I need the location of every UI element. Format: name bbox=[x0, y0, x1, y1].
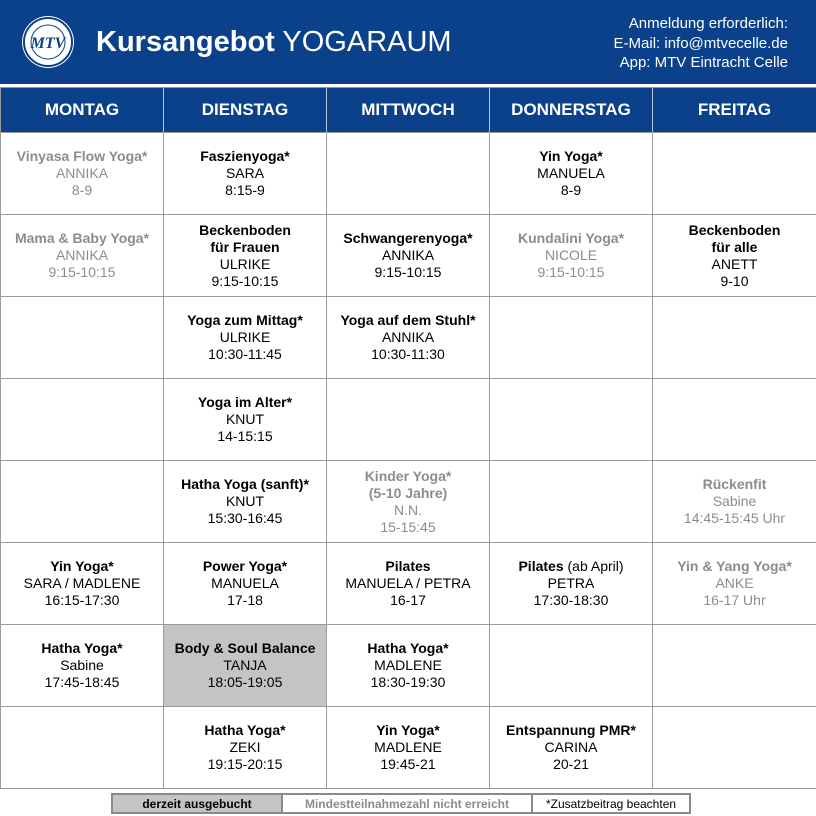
legend bbox=[111, 793, 689, 814]
course-name-text: Kinder Yoga* bbox=[364, 467, 452, 484]
info-line-app: App: MTV Eintracht Celle bbox=[619, 54, 788, 71]
course-slot[interactable] bbox=[327, 543, 490, 625]
empty-slot bbox=[1, 297, 164, 379]
course-slot[interactable] bbox=[164, 133, 327, 215]
course-name-text: Beckenboden für Frauen bbox=[199, 221, 291, 255]
course-time: 15:30-16:45 bbox=[207, 510, 283, 526]
empty-slot bbox=[653, 625, 816, 707]
course-name bbox=[539, 148, 603, 165]
course-slot[interactable] bbox=[490, 707, 653, 789]
course-teacher: MANUELA / PETRA bbox=[345, 575, 471, 591]
course-slot[interactable] bbox=[1, 133, 164, 215]
course-time: 9:15-10:15 bbox=[211, 272, 279, 289]
empty-slot bbox=[1, 379, 164, 461]
course-name bbox=[343, 230, 472, 247]
course-slot[interactable] bbox=[164, 625, 327, 707]
course-name-text: Yin & Yang Yoga* bbox=[677, 558, 792, 574]
course-name-text: Beckenboden für alle bbox=[688, 221, 781, 255]
course-name-text: Rückenfit bbox=[702, 476, 767, 492]
course-name bbox=[198, 394, 292, 411]
course-name-text: Entspannung PMR* bbox=[506, 722, 636, 738]
registration-info bbox=[614, 14, 788, 73]
course-slot[interactable] bbox=[490, 215, 653, 297]
course-name-text: Body & Soul Balance bbox=[174, 640, 316, 656]
day-header: DIENSTAG bbox=[164, 88, 327, 133]
course-teacher: Sabine bbox=[712, 493, 757, 509]
course-teacher: ANNIKA bbox=[55, 165, 109, 181]
day-header: MITTWOCH bbox=[327, 88, 490, 133]
course-time: 19:45-21 bbox=[380, 756, 436, 772]
course-teacher: ANETT bbox=[711, 255, 758, 272]
course-slot[interactable] bbox=[164, 215, 327, 297]
course-slot[interactable] bbox=[327, 297, 490, 379]
course-slot[interactable] bbox=[1, 543, 164, 625]
course-name bbox=[518, 230, 624, 247]
course-time: 16-17 bbox=[390, 592, 426, 608]
course-name bbox=[703, 476, 767, 493]
course-name bbox=[518, 558, 623, 575]
course-slot[interactable] bbox=[490, 543, 653, 625]
course-time: 9-10 bbox=[720, 272, 749, 289]
course-time: 17:45-18:45 bbox=[44, 674, 120, 690]
course-name bbox=[200, 148, 289, 165]
course-slot[interactable] bbox=[164, 707, 327, 789]
course-name-text: Yoga zum Mittag* bbox=[187, 312, 303, 328]
course-time: 8-9 bbox=[71, 182, 93, 198]
course-time: 18:30-19:30 bbox=[370, 674, 446, 690]
course-name-text: Schwangerenyoga* bbox=[343, 230, 473, 246]
empty-slot bbox=[490, 379, 653, 461]
course-slot[interactable] bbox=[1, 625, 164, 707]
empty-slot bbox=[1, 461, 164, 543]
course-name bbox=[190, 222, 300, 256]
page-title bbox=[96, 24, 452, 60]
course-teacher: NICOLE bbox=[544, 247, 598, 263]
course-name bbox=[506, 722, 636, 739]
course-name bbox=[187, 312, 303, 329]
course-name bbox=[204, 722, 285, 739]
course-teacher: TANJA bbox=[223, 657, 267, 673]
mtv-logo-icon bbox=[22, 16, 74, 68]
info-line-email[interactable]: E-Mail: info@mtvecelle.de bbox=[613, 34, 788, 52]
course-name bbox=[50, 558, 114, 575]
course-teacher: MANUELA bbox=[211, 575, 279, 591]
course-teacher: ANNIKA bbox=[55, 247, 109, 263]
course-teacher: ANKE bbox=[715, 575, 754, 591]
course-teacher: SARA bbox=[225, 165, 265, 181]
course-time: 10:30-11:45 bbox=[208, 346, 282, 362]
course-time: 9:15-10:15 bbox=[48, 264, 116, 280]
course-name-text: Pilates bbox=[518, 558, 564, 574]
empty-slot bbox=[490, 297, 653, 379]
course-slot[interactable] bbox=[1, 215, 164, 297]
course-name-text: Hatha Yoga (sanft)* bbox=[181, 476, 309, 492]
legend-min-participants: Mindestteilnahmezahl nicht erreicht bbox=[281, 793, 533, 814]
course-teacher: PETRA bbox=[547, 575, 595, 591]
course-name bbox=[365, 468, 452, 485]
course-name bbox=[376, 722, 440, 739]
course-teacher: SARA / MADLENE bbox=[23, 575, 141, 591]
empty-slot bbox=[327, 133, 490, 215]
course-name-text: Yin Yoga* bbox=[50, 558, 114, 574]
empty-slot bbox=[490, 625, 653, 707]
course-name-text: Faszienyoga* bbox=[200, 148, 290, 164]
course-time: 15-15:45 bbox=[380, 518, 436, 535]
course-teacher: MADLENE bbox=[374, 739, 442, 755]
course-name-text: Kundalini Yoga* bbox=[517, 230, 625, 246]
empty-slot bbox=[490, 461, 653, 543]
course-name-text: Vinyasa Flow Yoga* bbox=[16, 148, 148, 164]
course-teacher: MADLENE bbox=[374, 657, 442, 673]
empty-slot bbox=[1, 707, 164, 789]
course-slot[interactable] bbox=[653, 461, 816, 543]
day-header: MONTAG bbox=[1, 88, 164, 133]
course-teacher: Sabine bbox=[60, 657, 104, 673]
course-slot[interactable] bbox=[653, 215, 816, 297]
course-teacher: ANNIKA bbox=[381, 247, 435, 263]
course-teacher: KNUT bbox=[225, 493, 265, 509]
course-name-text: Hatha Yoga* bbox=[41, 640, 123, 656]
title-rest: YOGARAUM bbox=[282, 26, 452, 58]
course-name-text: Hatha Yoga* bbox=[204, 722, 286, 738]
course-time: 16-17 Uhr bbox=[703, 592, 766, 608]
course-time: 9:15-10:15 bbox=[537, 264, 605, 280]
course-slot[interactable] bbox=[164, 297, 327, 379]
course-time: 16:15-17:30 bbox=[44, 592, 120, 608]
course-slot[interactable] bbox=[490, 133, 653, 215]
course-name bbox=[680, 222, 790, 256]
course-teacher: N.N. bbox=[394, 501, 422, 518]
header-banner bbox=[0, 0, 816, 84]
course-teacher: KNUT bbox=[225, 411, 265, 427]
svg-text:MTV: MTV bbox=[30, 35, 66, 52]
course-name bbox=[181, 476, 309, 493]
course-name-text: Mama & Baby Yoga* bbox=[14, 230, 150, 246]
schedule-grid bbox=[0, 87, 816, 789]
course-teacher: CARINA bbox=[544, 739, 598, 755]
day-header: DONNERSTAG bbox=[490, 88, 653, 133]
course-slot[interactable] bbox=[327, 707, 490, 789]
title-strong: Kursangebot bbox=[96, 26, 275, 58]
course-teacher: ULRIKE bbox=[219, 255, 271, 272]
course-teacher: MANUELA bbox=[537, 165, 605, 181]
course-name bbox=[340, 312, 475, 329]
course-teacher: ULRIKE bbox=[219, 329, 271, 345]
course-slot[interactable] bbox=[164, 543, 327, 625]
course-name-text: Pilates bbox=[385, 558, 431, 574]
empty-slot bbox=[327, 379, 490, 461]
legend-booked: derzeit ausgebucht bbox=[111, 793, 283, 814]
empty-slot bbox=[653, 379, 816, 461]
legend-extra-fee: *Zusatzbeitrag beachten bbox=[531, 793, 691, 814]
course-time: 17-18 bbox=[227, 592, 263, 608]
course-slot[interactable] bbox=[164, 379, 327, 461]
course-slot[interactable] bbox=[327, 461, 490, 543]
course-teacher: ANNIKA bbox=[381, 329, 435, 345]
empty-slot bbox=[653, 297, 816, 379]
info-line: Anmeldung erforderlich: bbox=[628, 15, 788, 32]
course-time: 18:05-19:05 bbox=[207, 674, 283, 690]
course-time: 17:30-18:30 bbox=[533, 592, 609, 608]
course-name-text: Yin Yoga* bbox=[539, 148, 603, 164]
course-time: 14-15:15 bbox=[217, 428, 273, 444]
course-slot[interactable] bbox=[164, 461, 327, 543]
mtv-logo bbox=[22, 16, 74, 68]
course-name-text: Yoga auf dem Stuhl* bbox=[340, 312, 476, 328]
day-header: FREITAG bbox=[653, 88, 816, 133]
course-name bbox=[175, 640, 316, 657]
course-teacher: ZEKI bbox=[229, 739, 261, 755]
course-time: 19:15-20:15 bbox=[207, 756, 283, 772]
course-time: 10:30-11:30 bbox=[371, 346, 445, 362]
course-name bbox=[41, 640, 122, 657]
course-name-text: Hatha Yoga* bbox=[367, 640, 449, 656]
course-name bbox=[367, 640, 448, 657]
course-time: 20-21 bbox=[553, 756, 589, 772]
empty-slot bbox=[653, 133, 816, 215]
course-time: 9:15-10:15 bbox=[374, 264, 442, 280]
course-slot[interactable] bbox=[653, 543, 816, 625]
course-name bbox=[17, 148, 148, 165]
course-name-line2: (5-10 Jahre) bbox=[368, 484, 448, 501]
course-time: 8:15-9 bbox=[225, 182, 265, 198]
course-name bbox=[15, 230, 149, 247]
course-time: 8-9 bbox=[560, 182, 582, 198]
course-name bbox=[677, 558, 792, 575]
course-name-text: Yoga im Alter* bbox=[197, 394, 293, 410]
course-name-suffix: (ab April) bbox=[563, 558, 624, 574]
course-name bbox=[203, 558, 287, 575]
course-name-text: Yin Yoga* bbox=[376, 722, 440, 738]
empty-slot bbox=[653, 707, 816, 789]
course-slot[interactable] bbox=[327, 625, 490, 707]
course-slot[interactable] bbox=[327, 215, 490, 297]
course-name-text: Power Yoga* bbox=[202, 558, 288, 574]
course-time: 14:45-15:45 Uhr bbox=[683, 510, 786, 526]
course-name bbox=[385, 558, 430, 575]
